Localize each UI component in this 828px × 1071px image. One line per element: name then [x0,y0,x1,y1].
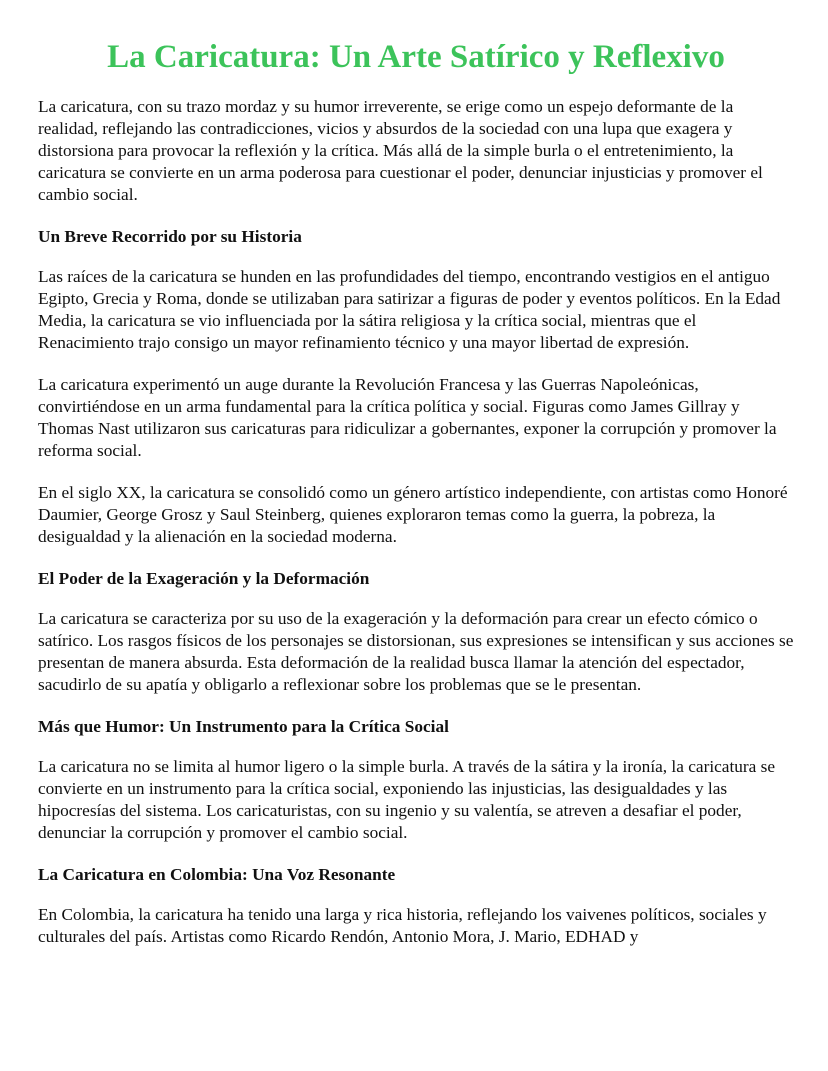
exaggeration-paragraph: La caricatura se caracteriza por su uso de la exageración y la deformación para crear un efecto cómico o satírico. Los rasgos físicos de los personajes se distorsionan, sus expresiones se intensifican y sus acciones se presentan de manera absurda. Esta deformación de la realidad busca llamar la atención del espectador, sacudirlo de su apatía y obligarlo a reflexionar sobre los problemas que se le presentan. [38,608,794,694]
colombia-paragraph: En Colombia, la caricatura ha tenido una larga y rica historia, reflejando los vaivenes políticos, sociales y culturales del país. Artistas como Ricardo Rendón, Antonio Mora, J. Mario, EDHAD y [38,904,767,946]
section-heading-social-critique: Más que Humor: Un Instrumento para la Crítica Social [38,716,449,736]
document-title: La Caricatura: Un Arte Satírico y Reflexivo [107,39,725,75]
history-paragraph-3: En el siglo XX, la caricatura se consolidó como un género artístico independiente, con artistas como Honoré Daumier, George Grosz y Saul Steinberg, quienes exploraron temas como la guerra, la pobreza, la desigualdad y la alienación en la sociedad moderna. [38,482,788,546]
section-heading-exaggeration: El Poder de la Exageración y la Deformación [38,568,370,588]
social-critique-paragraph: La caricatura no se limita al humor ligero o la simple burla. A través de la sátira y la ironía, la caricatura se convierte en un instrumento para la crítica social, exponiendo las injusticias, las desigualdades y las hipocresías del sistema. Los caricaturistas, con su ingenio y su valentía, se atreven a desafiar el poder, denunciar la corrupción y promover el cambio social. [38,756,776,842]
history-paragraph-2: La caricatura experimentó un auge durante la Revolución Francesa y las Guerras Napoleónicas, convirtiéndose en un arma fundamental para la crítica política y social. Figuras como James Gillray y Thomas Nast utilizaron sus caricaturas para ridiculizar a gobernantes, exponer la corrupción y promover la reforma social. [38,374,777,460]
document-page [38,38,794,968]
history-paragraph-1: Las raíces de la caricatura se hunden en las profundidades del tiempo, encontrando vestigios en el antiguo Egipto, Grecia y Roma, donde se utilizaban para satirizar a figuras de poder y eventos políticos. En la Edad Media, la caricatura se vio influenciada por la sátira religiosa y la crítica social, mientras que el Renacimiento trajo consigo un mayor refinamiento técnico y una mayor libertad de expresión. [38,266,781,352]
intro-paragraph: La caricatura, con su trazo mordaz y su humor irreverente, se erige como un espejo deformante de la realidad, reflejando las contradicciones, vicios y absurdos de la sociedad con una lupa que exagera y distorsiona para provocar la reflexión y la crítica. Más allá de la simple burla o el entretenimiento, la caricatura se convierte en un arma poderosa para cuestionar el poder, denunciar injusticias y promover el cambio social. [38,96,763,204]
section-heading-colombia: La Caricatura en Colombia: Una Voz Resonante [38,864,396,884]
section-heading-history: Un Breve Recorrido por su Historia [38,226,302,246]
